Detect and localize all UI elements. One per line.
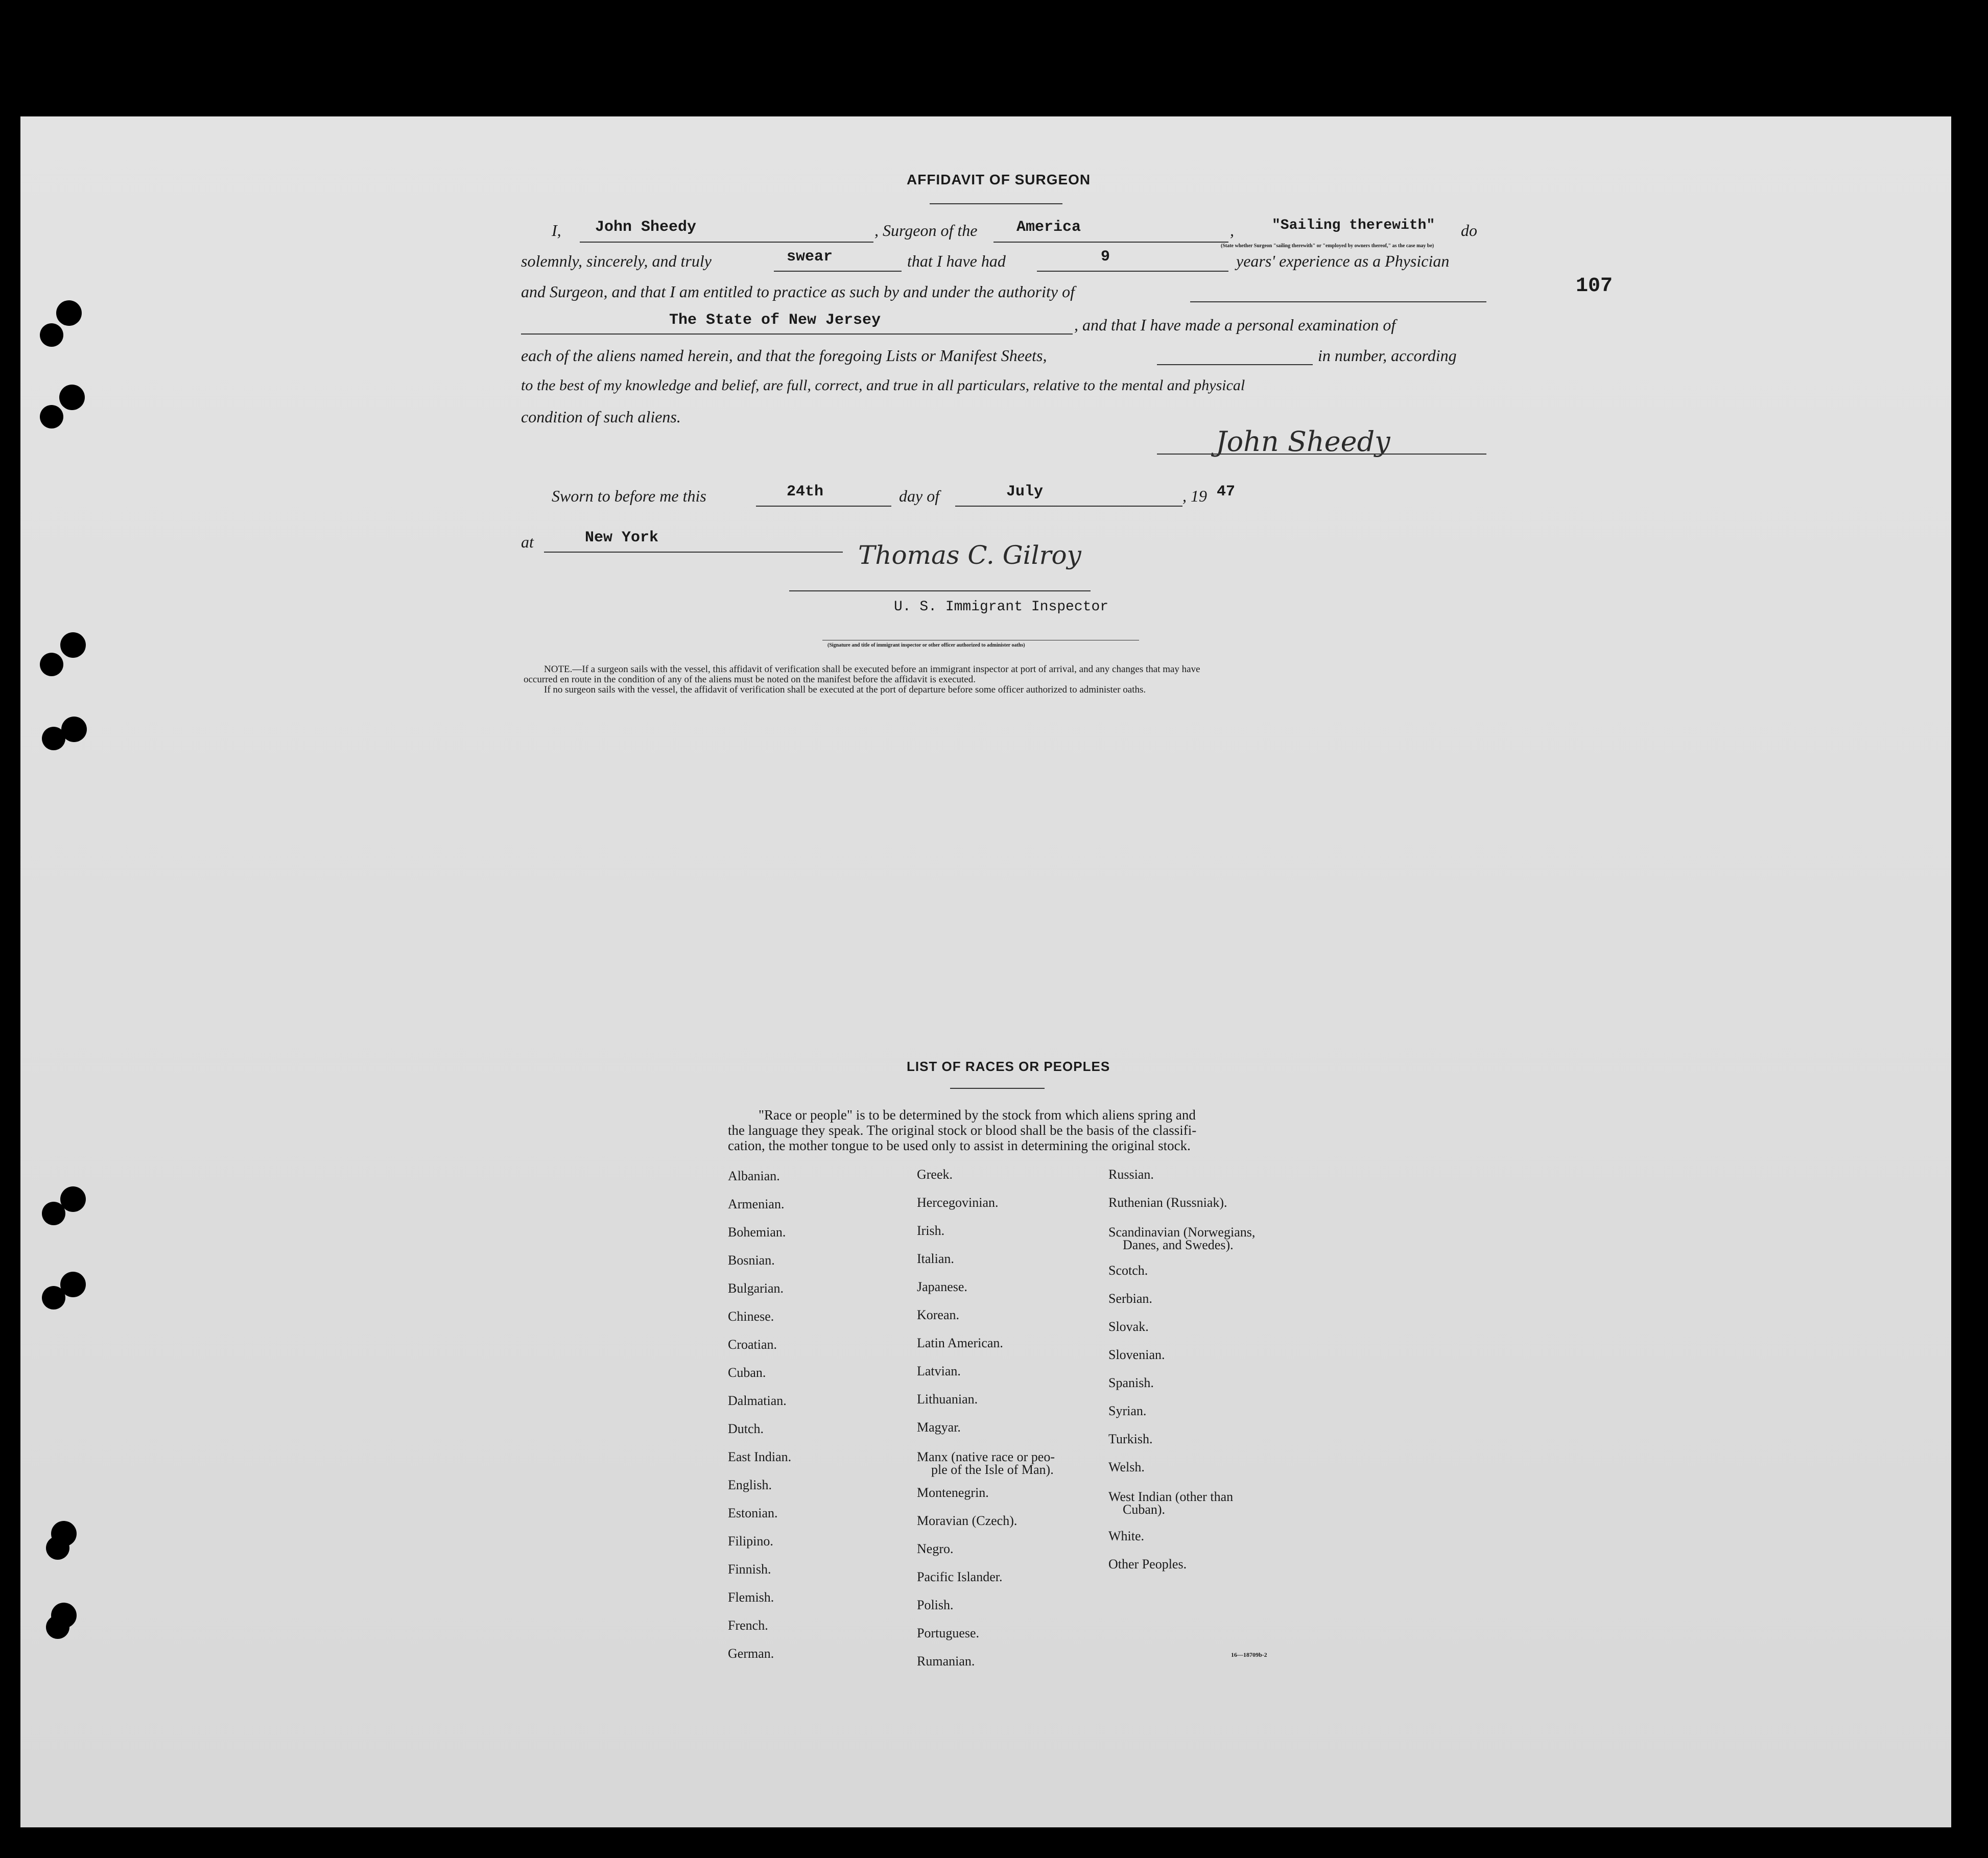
sworn-year-field: 47 [1217, 483, 1236, 501]
field-underline [1037, 271, 1228, 272]
page-number: 107 [1576, 275, 1613, 298]
race-item: Dutch. [728, 1421, 764, 1436]
surgeon-signature: John Sheedy [1216, 425, 1390, 458]
form-number: 16—18709b-2 [1231, 1651, 1267, 1658]
race-item: Bohemian. [728, 1225, 786, 1240]
race-item: Greek. [917, 1167, 953, 1182]
affidavit-title: AFFIDAVIT OF SURGEON [907, 172, 1091, 187]
oath-type-field: swear [787, 248, 833, 266]
text-solemnly: solemnly, sincerely, and truly [521, 252, 712, 270]
field-underline [544, 552, 843, 553]
surgeon-name-field: John Sheedy [595, 219, 697, 236]
text-best-knowledge: to the best of my knowledge and belief, are full, correct, and true in all particulars, relative to the mental and physical [521, 377, 1245, 394]
sworn-month-field: July [1006, 483, 1044, 501]
race-item: Croatian. [728, 1337, 777, 1352]
punch-hole [60, 632, 86, 658]
signature-line [789, 590, 1091, 591]
race-item: Estonian. [728, 1506, 778, 1520]
race-item: Manx (native race or peo- [917, 1449, 1055, 1464]
race-item: Filipino. [728, 1534, 773, 1549]
authority-field: The State of New Jersey [669, 312, 881, 329]
punch-hole [40, 323, 63, 347]
punch-hole [42, 727, 65, 750]
races-title: LIST OF RACES OR PEOPLES [907, 1059, 1110, 1074]
race-item: Chinese. [728, 1309, 774, 1324]
race-item: Finnish. [728, 1562, 771, 1577]
race-item: Negro. [917, 1541, 954, 1556]
field-underline [756, 506, 891, 507]
punch-hole [56, 300, 82, 326]
race-item: Dalmatian. [728, 1393, 787, 1408]
race-item: Russian. [1108, 1167, 1154, 1182]
race-item: White. [1108, 1529, 1145, 1543]
race-item: West Indian (other than [1108, 1489, 1234, 1504]
races-intro-line: the language they speak. The original stock or blood shall be the basis of the classifi- [728, 1123, 1197, 1138]
note-line: occurred en route in the condition of any of the aliens must be noted on the manifest before the affidavit is executed. [524, 674, 976, 685]
race-item: Portuguese. [917, 1626, 980, 1640]
text-sworn: Sworn to before me this [552, 487, 706, 505]
title-rule [950, 1088, 1045, 1089]
text-comma: , [1230, 221, 1234, 240]
punch-hole [42, 1286, 65, 1309]
field-underline [774, 271, 902, 272]
race-item: German. [728, 1646, 774, 1661]
race-item: Bulgarian. [728, 1281, 784, 1296]
text-surgeon-of-the: , Surgeon of the [874, 221, 978, 240]
text-years-experience: years' experience as a Physician [1236, 252, 1450, 270]
race-item: Other Peoples. [1108, 1557, 1187, 1571]
sailing-status-note: (State whether Surgeon "sailing therewith" or "employed by owners thereof," as the case may be) [1221, 243, 1434, 249]
race-item: Hercegovinian. [917, 1195, 999, 1210]
field-underline [521, 334, 1073, 335]
race-item: Scotch. [1108, 1263, 1148, 1278]
race-item: Japanese. [917, 1279, 967, 1294]
sworn-place-field: New York [585, 529, 659, 546]
race-item: Welsh. [1108, 1460, 1145, 1474]
punch-hole [40, 405, 63, 428]
text-each-alien: each of the aliens named herein, and that the foregoing Lists or Manifest Sheets, [521, 346, 1047, 365]
race-item: Spanish. [1108, 1375, 1154, 1390]
race-item: Latvian. [917, 1364, 961, 1378]
inspector-signature: Thomas C. Gilroy [858, 540, 1081, 570]
field-underline [1190, 301, 1486, 302]
race-item: Rumanian. [917, 1654, 975, 1669]
race-item: East Indian. [728, 1449, 792, 1464]
race-item: Slovenian. [1108, 1347, 1165, 1362]
text-i: I, [552, 221, 561, 240]
race-item: French. [728, 1618, 768, 1633]
text-that-i-have-had: that I have had [907, 252, 1006, 270]
text-do: do [1461, 221, 1477, 240]
field-underline [580, 242, 873, 243]
races-intro-line: cation, the mother tongue to be used only to assist in determining the original stock. [728, 1138, 1191, 1153]
signature-line [1157, 454, 1486, 455]
race-item: Flemish. [728, 1590, 774, 1605]
punch-hole [59, 385, 85, 410]
race-item: Latin American. [917, 1336, 1003, 1350]
punch-hole [46, 1615, 69, 1639]
note-line: If no surgeon sails with the vessel, the affidavit of verification shall be executed at the port of departure before some officer authorized to administer oaths. [544, 684, 1146, 695]
text-personal-exam: , and that I have made a personal examination of [1074, 316, 1396, 334]
race-item: Cuban). [1123, 1502, 1166, 1517]
title-rule [930, 203, 1062, 204]
field-underline [993, 242, 1228, 243]
race-item: Moravian (Czech). [917, 1513, 1017, 1528]
races-intro-line: "Race or people" is to be determined by the stock from which aliens spring and [759, 1107, 1196, 1123]
race-item: Syrian. [1108, 1403, 1147, 1418]
race-item: Montenegrin. [917, 1485, 989, 1500]
race-item: Cuban. [728, 1365, 766, 1380]
race-item: ple of the Isle of Man). [931, 1462, 1054, 1477]
field-underline [955, 506, 1182, 507]
race-item: Turkish. [1108, 1432, 1153, 1446]
race-item: Ruthenian (Russniak). [1108, 1195, 1227, 1210]
punch-hole [42, 1202, 65, 1225]
race-item: Italian. [917, 1251, 954, 1266]
text-and-surgeon: and Surgeon, and that I am entitled to practice as such by and under the authority of [521, 282, 1075, 301]
punch-hole [46, 1536, 69, 1560]
race-item: Polish. [917, 1598, 954, 1612]
document-page [20, 116, 1951, 1827]
race-item: Korean. [917, 1307, 960, 1322]
years-experience-field: 9 [1101, 248, 1110, 266]
text-at: at [521, 533, 534, 551]
text-year-prefix: , 19 [1182, 487, 1207, 505]
text-condition: condition of such aliens. [521, 408, 681, 426]
race-item: Magyar. [917, 1420, 961, 1435]
race-item: Bosnian. [728, 1253, 775, 1268]
inspector-title: U. S. Immigrant Inspector [894, 599, 1109, 615]
sworn-day-field: 24th [787, 483, 824, 501]
field-underline [1157, 364, 1313, 365]
race-item: English. [728, 1478, 772, 1492]
race-item: Slovak. [1108, 1319, 1149, 1334]
text-in-number: in number, according [1318, 346, 1457, 365]
vessel-field: America [1016, 219, 1081, 236]
race-item: Albanian. [728, 1169, 780, 1183]
race-item: Armenian. [728, 1197, 785, 1211]
race-item: Serbian. [1108, 1291, 1152, 1306]
race-item: Pacific Islander. [917, 1569, 1003, 1584]
sailing-status-field: "Sailing therewith" [1272, 218, 1435, 233]
race-item: Lithuanian. [917, 1392, 978, 1407]
race-item: Danes, and Swedes). [1123, 1237, 1234, 1252]
race-item: Scandinavian (Norwegians, [1108, 1225, 1256, 1240]
note-line: NOTE.—If a surgeon sails with the vessel, this affidavit of verification shall be executed before an immigrant inspector at port of arrival, and any changes that may have [544, 664, 1200, 675]
punch-hole [40, 653, 63, 676]
text-day-of: day of [899, 487, 940, 505]
race-item: Irish. [917, 1223, 945, 1238]
signature-caption: (Signature and title of immigrant inspector or other officer authorized to administer oaths) [827, 642, 1025, 648]
